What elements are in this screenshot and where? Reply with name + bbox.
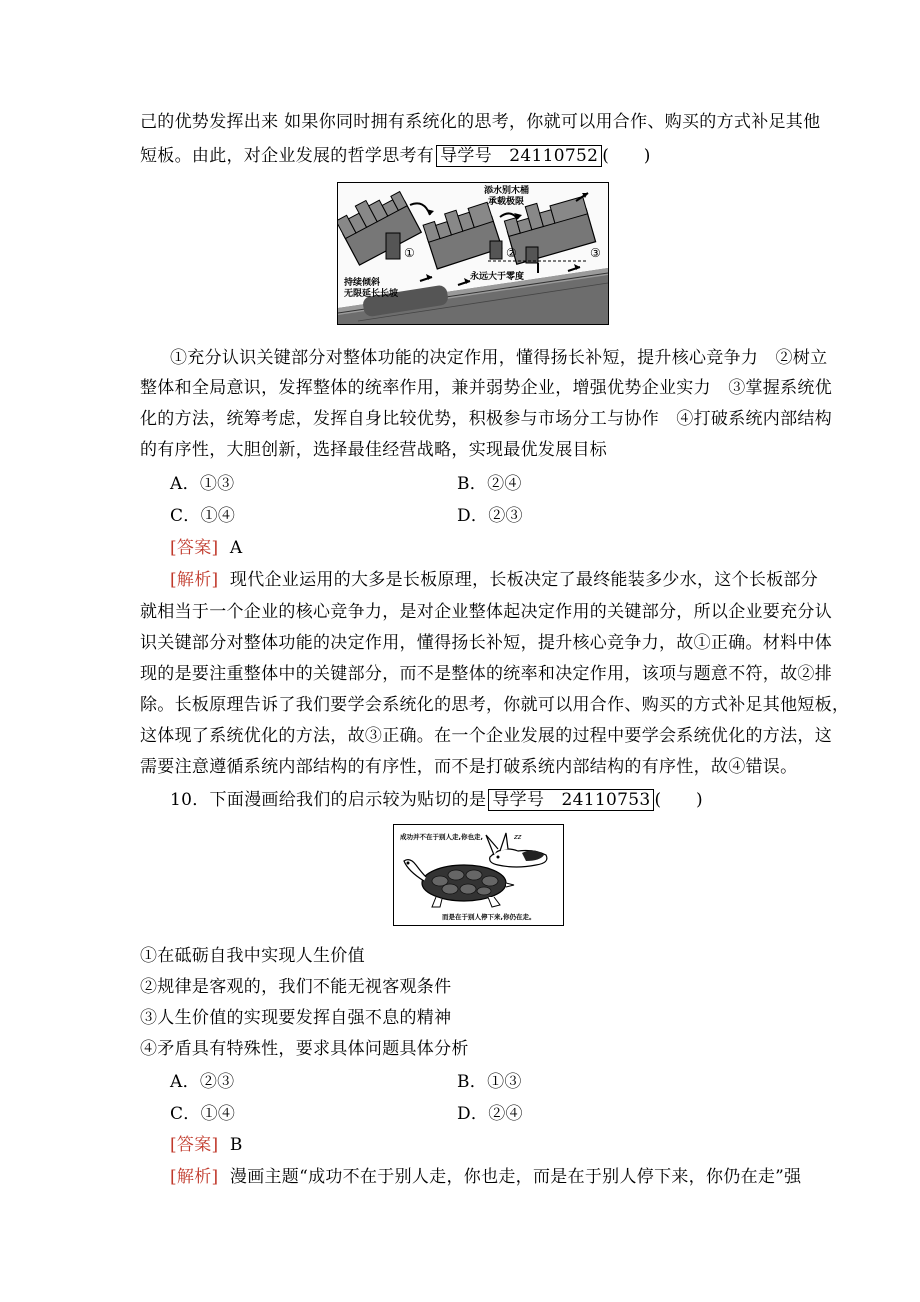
q9-answer-line [170, 536, 820, 560]
q10-option-a[interactable]: A．②③ [170, 1072, 235, 1092]
q10-stmt-4: ④矛盾具有特殊性，要求具体问题具体分析 [140, 1039, 469, 1059]
q9-analysis-first [170, 568, 820, 592]
q9-option-a[interactable]: A．①③ [170, 474, 235, 494]
fig-num-1: ① [404, 246, 415, 260]
q9-analysis-line2: 识关键部分对整体功能的决定作用，懂得扬长补短，提升核心竞争力，故①正确。材料中体 [140, 633, 832, 653]
q9-answer-tag: [答案] [170, 538, 219, 558]
q10-answer-tag: [答案] [170, 1135, 219, 1155]
barrel-illustration [338, 183, 608, 324]
cartoon-top-caption: 成功并不在于别人走,你也走, [400, 833, 483, 841]
q10-analysis-text: 漫画主题“成功不在于别人走，你也走，而是在于别人停下来，你仍在走”强 [229, 1167, 802, 1187]
q9-stmt-line1: ①充分认识关键部分对整体功能的决定作用，懂得扬长补短，提升核心竞争力 ②树立 [170, 348, 828, 368]
q9-option-b[interactable]: B．②④ [457, 474, 522, 494]
sleep-zzz: zz [514, 833, 522, 841]
q9-stem-line2 [140, 144, 790, 168]
q9-answer-paren: ( ) [602, 146, 651, 166]
q9-analysis-line5: 这体现了系统优化的方法，故③正确。在一个企业发展的过程中要学会系统优化的方法，这 [140, 726, 832, 746]
q9-analysis-line1: 就相当于一个企业的核心竞争力，是对企业整体起决定作用的关键部分，所以企业要充分认 [140, 602, 832, 622]
q9-analysis-line4: 除。长板原理告诉了我们要学会系统化的思考，你就可以用合作、购买的方式补足其他短板， [140, 695, 850, 715]
q9-guide-number[interactable]: 导学号 24110752 [436, 145, 602, 167]
q10-option-d[interactable]: D．②④ [457, 1104, 523, 1124]
q9-answer-value: A [229, 538, 243, 558]
q9-analysis-tag: [解析] [170, 570, 219, 590]
q10-answer-paren: ( ) [654, 790, 703, 810]
q9-stmt-line2: 整体和全局意识，发挥整体的统率作用，兼并弱势企业，增强优势企业实力 ③掌握系统优 [140, 378, 832, 398]
q10-analysis-tag: [解析] [170, 1167, 219, 1187]
q10-stmt-3: ③人生价值的实现要发挥自强不息的精神 [140, 1008, 452, 1028]
q9-option-c[interactable]: C．①④ [170, 506, 236, 526]
q10-stmt-2: ②规律是客观的，我们不能无视客观条件 [140, 977, 452, 997]
q9-stem-line1: 己的优势发挥出来 如果你同时拥有系统化的思考，你就可以用合作、购买的方式补足其他 [140, 112, 821, 132]
q10-stem-line [170, 788, 820, 812]
cartoon-bottom-caption: 而是在于别人停下来,你仍在走。 [442, 913, 536, 921]
fig-num-2: ② [506, 246, 517, 260]
q10-option-c[interactable]: C．①④ [170, 1104, 236, 1124]
q9-analysis-line6: 需要注意遵循系统内部结构的有序性，而不是打破系统内部结构的有序性，故④错误。 [140, 757, 798, 777]
fig-label-slope: 无限延长长坡 [344, 289, 399, 299]
q10-stmt-1: ①在砥砺自我中实现人生价值 [140, 946, 365, 966]
q10-option-b[interactable]: B．①③ [457, 1072, 522, 1092]
q9-stmt-line4: 的有序性，大胆创新，选择最佳经营战略，实现最优发展目标 [140, 440, 608, 460]
q10-cartoon-figure [393, 824, 564, 926]
q10-guide-number[interactable]: 导学号 24110753 [488, 789, 654, 811]
q10-answer-line [170, 1133, 820, 1157]
fig-label-limit: 承载极限 [488, 197, 525, 207]
fig-num-3: ③ [590, 246, 601, 260]
q9-barrel-figure [337, 182, 609, 325]
q10-answer-value: B [229, 1135, 243, 1155]
q9-option-d[interactable]: D．②③ [457, 506, 523, 526]
q10-analysis-first [170, 1165, 820, 1189]
tortoise-hare-illustration [394, 825, 563, 925]
fig-label-above-zero: 永远大于零度 [470, 272, 525, 282]
q9-analysis-line3: 现的是要注重整体中的关键部分，而不是整体的统率和决定作用，该项与题意不符，故②排 [140, 664, 832, 684]
fig-label-add-water: 添水别木桶 [484, 186, 530, 196]
q9-analysis-text: 现代企业运用的大多是长板原理，长板决定了最终能装多少水，这个长板部分 [229, 570, 819, 590]
q9-stem-text: 短板。由此，对企业发展的哲学思考有 [140, 146, 435, 166]
q10-stem-text: 10．下面漫画给我们的启示较为贴切的是 [170, 790, 487, 810]
q9-stmt-line3: 化的方法，统筹考虑，发挥自身比较优势，积极参与市场分工与协作 ④打破系统内部结构 [140, 409, 832, 429]
fig-label-tilt: 持续倾斜 [344, 278, 381, 288]
